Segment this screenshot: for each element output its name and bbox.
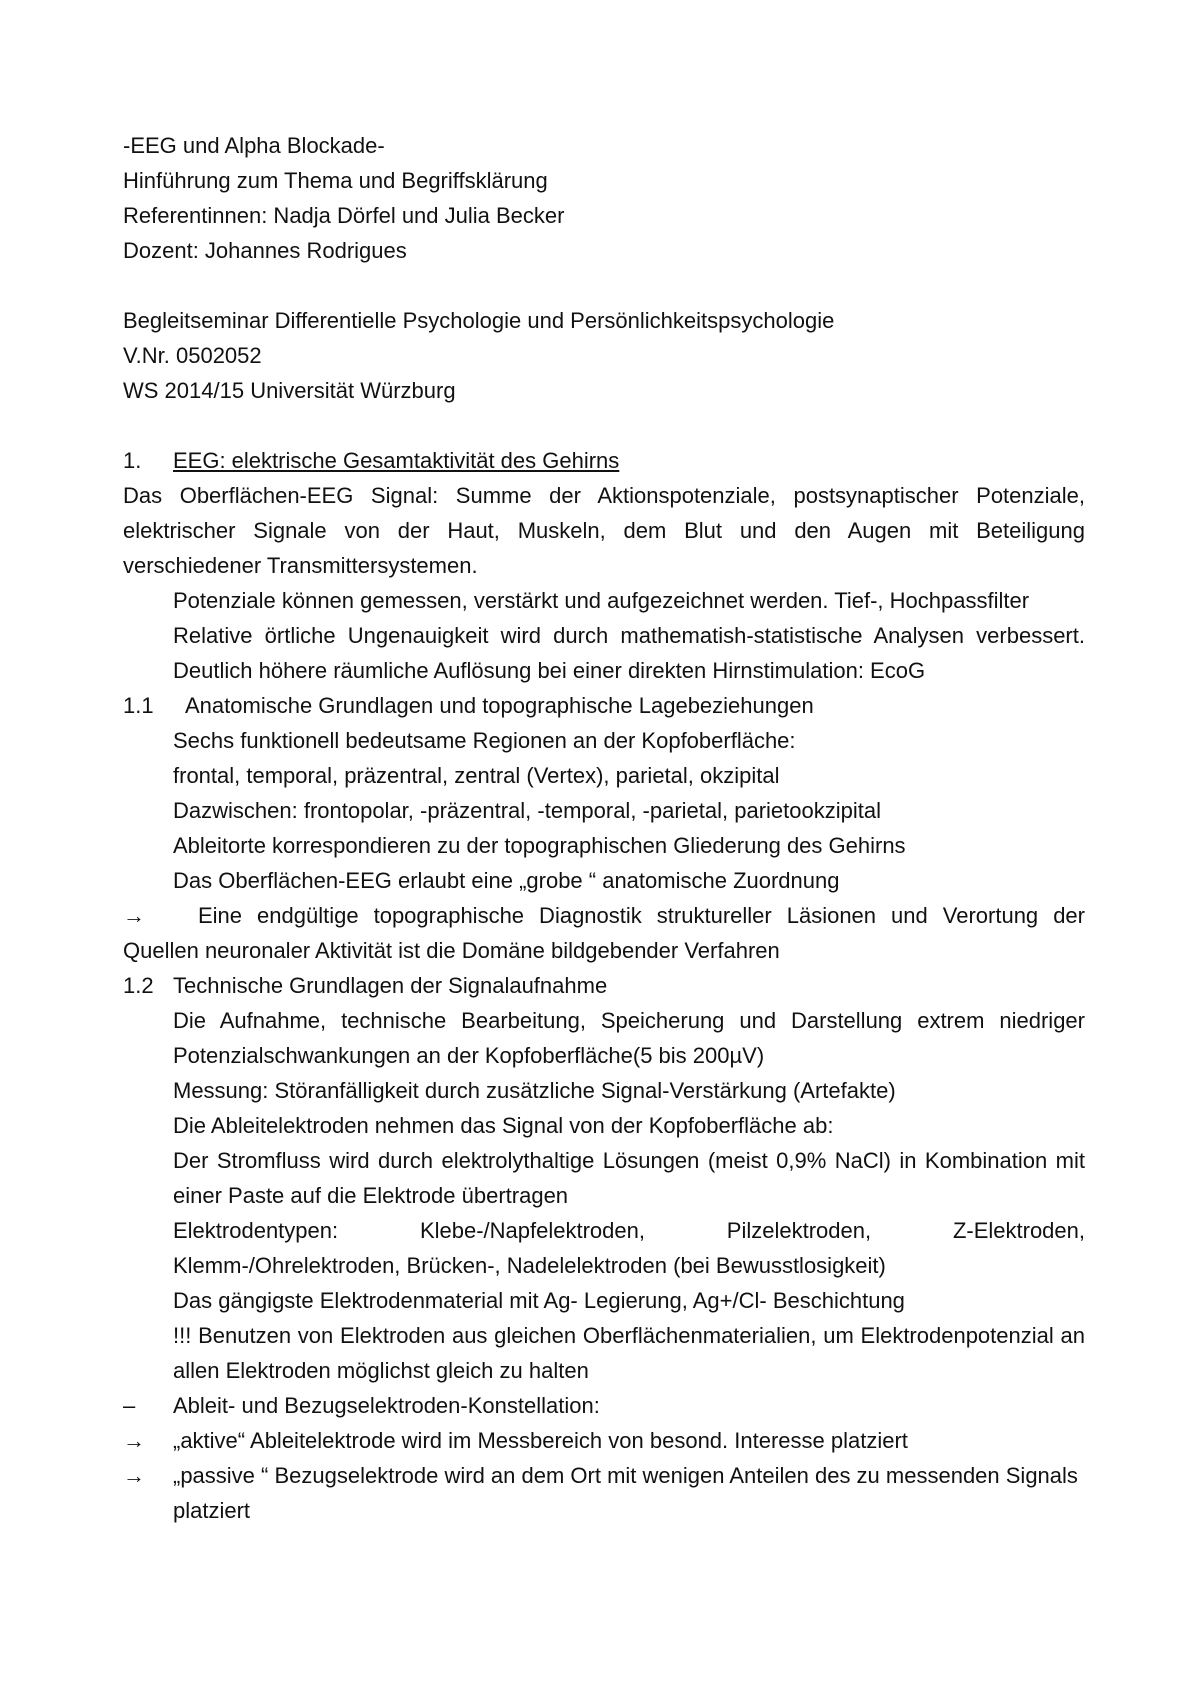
section-1-1-line: Dazwischen: frontopolar, -präzentral, -temporal, -parietal, parietookzipital: [173, 798, 881, 823]
passive-electrode-line: [123, 1458, 1085, 1528]
section-1-intro: Das Oberflächen-EEG Signal: Summe der Aktionspotenziale, postsynaptischer Potenziale, elektrischer Signale von der Haut, Muskeln, dem Blut und den Augen mit Beteiligung verschiedener Transmittersystemen.: [123, 483, 1085, 578]
section-number: 1.1: [123, 693, 154, 718]
document-subtitle: Hinführung zum Thema und Begriffsklärung: [123, 168, 548, 193]
section-1-2-paragraph: Die Aufnahme, technische Bearbeitung, Speicherung und Darstellung extrem niedriger Potenzialschwankungen an der Kopfoberfläche(5 bis 200µV): [173, 1008, 1085, 1068]
section-1-2-paragraph: Messung: Störanfälligkeit durch zusätzliche Signal-Verstärkung (Artefakte): [173, 1078, 896, 1103]
course-number: V.Nr. 0502052: [123, 343, 262, 368]
section-1-1-line: Ableitorte korrespondieren zu der topographischen Gliederung des Gehirns: [173, 833, 906, 858]
spacer: [123, 408, 1085, 443]
active-electrode-line: [123, 1423, 1085, 1458]
arrow-icon: →: [123, 903, 145, 928]
conclusion-text: Eine endgültige topographische Diagnostik struktureller Läsionen und Verortung der Quellen neuronaler Aktivität ist die Domäne bildgebender Verfahren: [123, 903, 1085, 963]
spacer: [123, 268, 1085, 303]
constellation-line: [123, 1388, 1085, 1423]
section-1-2-paragraph: Elektrodentypen: Klebe-/Napfelektroden, Pilzelektroden, Z-Elektroden, Klemm-/Ohrelektroden, Brücken-, Nadelelektroden (bei Bewusstlosigkeit): [173, 1218, 1085, 1278]
section-title: EEG: elektrische Gesamtaktivität des Gehirns: [173, 448, 620, 473]
term-line: WS 2014/15 Universität Würzburg: [123, 378, 456, 403]
section-1-1-heading: [123, 688, 1085, 723]
section-1-point: Potenziale können gemessen, verstärkt und aufgezeichnet werden. Tief-, Hochpassfilter: [173, 588, 1030, 613]
dash-bullet: –: [123, 1393, 136, 1418]
seminar-line: Begleitseminar Differentielle Psychologie und Persönlichkeitspsychologie: [123, 308, 835, 333]
active-electrode-text: „aktive“ Ableitelektrode wird im Messbereich von besond. Interesse platziert: [173, 1428, 908, 1453]
section-1-1-conclusion: [123, 898, 1085, 968]
passive-electrode-text: „passive “ Bezugselektrode wird an dem Ort mit wenigen Anteilen des zu messenden Signals platziert: [173, 1463, 1078, 1523]
section-number: 1.2: [123, 973, 154, 998]
section-1-2-paragraph: !!! Benutzen von Elektroden aus gleichen Oberflächenmaterialien, um Elektrodenpotenzial an allen Elektroden möglichst gleich zu halten: [173, 1323, 1085, 1383]
section-title: Technische Grundlagen der Signalaufnahme: [173, 973, 608, 998]
section-title: Anatomische Grundlagen und topographische Lagebeziehungen: [185, 693, 814, 718]
document-title: -EEG und Alpha Blockade-: [123, 133, 385, 158]
section-1-1-line: Sechs funktionell bedeutsame Regionen an der Kopfoberfläche:: [173, 728, 796, 753]
section-1-heading: [123, 443, 1085, 478]
constellation-text: Ableit- und Bezugselektroden-Konstellation:: [173, 1393, 600, 1418]
section-1-2-paragraph: Die Ableitelektroden nehmen das Signal von der Kopfoberfläche ab:: [173, 1113, 834, 1138]
section-1-2-heading: [123, 968, 1085, 1003]
arrow-icon: →: [123, 1428, 145, 1453]
section-1-2-paragraph: Das gängigste Elektrodenmaterial mit Ag- Legierung, Ag+/Cl- Beschichtung: [173, 1288, 905, 1313]
section-1-2-paragraph: Der Stromfluss wird durch elektrolythaltige Lösungen (meist 0,9% NaCl) in Kombination mit einer Paste auf die Elektrode übertragen: [173, 1148, 1085, 1208]
section-1-point: Relative örtliche Ungenauigkeit wird durch mathematish-statistische Analysen verbessert. Deutlich höhere räumliche Auflösung bei einer direkten Hirnstimulation: EcoG: [173, 623, 1085, 683]
arrow-icon: →: [123, 1463, 145, 1488]
lecturer-line: Dozent: Johannes Rodrigues: [123, 238, 407, 263]
referents-line: Referentinnen: Nadja Dörfel und Julia Becker: [123, 203, 565, 228]
section-1-1-line: Das Oberflächen-EEG erlaubt eine „grobe “ anatomische Zuordnung: [173, 868, 840, 893]
section-number: 1.: [123, 448, 142, 473]
section-1-1-line: frontal, temporal, präzentral, zentral (Vertex), parietal, okzipital: [173, 763, 780, 788]
